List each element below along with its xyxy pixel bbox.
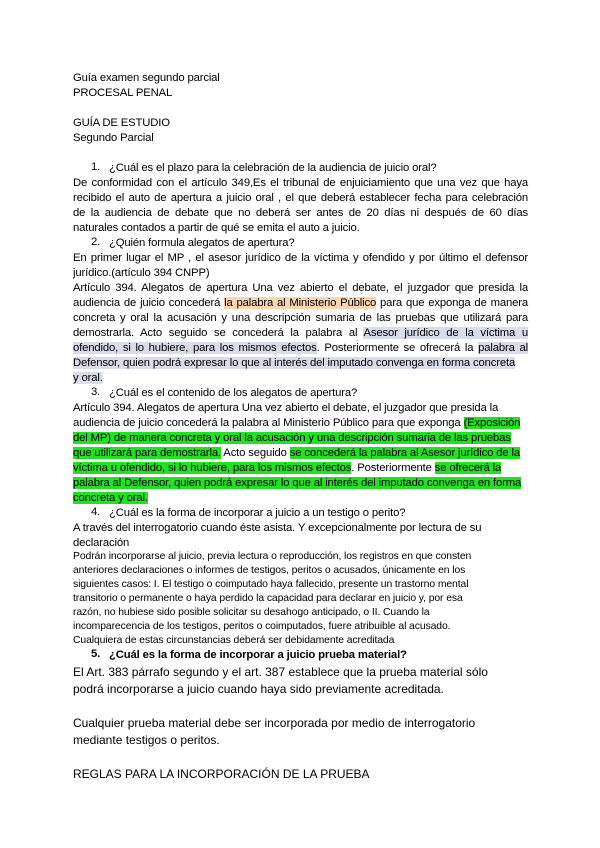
highlight-green: se concederá la palabra al Asesor jurídico de la <box>289 447 520 459</box>
text-run: . Posteriormente <box>351 462 435 474</box>
q4-detail-line: incomparecencia de los testigos, peritos o coimputados, fuere atribuible al acusado. <box>73 621 451 632</box>
highlight-green: concreta y oral. <box>73 492 148 504</box>
q3-answer-line <box>73 491 528 506</box>
q1-answer-line: De conformidad con el artículo 349,Es el tribunal de enjuiciamiento que una vez que haya <box>73 177 528 189</box>
q3-answer-line <box>73 446 528 461</box>
q5-answer-line: podrá incorporarse a juicio cuando haya sido previamente acreditada. <box>73 682 444 696</box>
highlight-green: se ofrecerá la <box>434 462 502 474</box>
q4-answer-line: A través del interrogatorio cuando éste asista. Y excepcionalmente por lectura de su <box>73 522 482 534</box>
q4-number: 4. <box>91 506 101 518</box>
q5-question-text: ¿Cuál es la forma de incorporar a juicio prueba material? <box>109 649 407 661</box>
q1-question: ¿Cuál es el plazo para la celebración de la audiencia de juicio oral? <box>109 162 437 174</box>
q4-detail-line: razón, no hubiese sido posible solicitar su desahogo anticipado, o II. Cuando la <box>73 607 430 618</box>
q2-number: 2. <box>91 236 101 248</box>
q3-number: 3. <box>91 386 101 398</box>
q4-detail-line: anteriores declaraciones o informes de testigos, peritos o acusados, únicamente en los <box>73 565 466 576</box>
q4-question: ¿Cuál es la forma de incorporar a juicio a un testigo o perito? <box>109 507 406 519</box>
q4-detail-line: Podrán incorporarse al juicio, previa lectura o reproducción, los registros en que consten <box>73 551 472 562</box>
highlight-lavender: palabra al <box>478 342 528 354</box>
q2-question: ¿Quién formula alegatos de apertura? <box>109 237 295 249</box>
q4-answer-line: declaración <box>73 537 130 549</box>
text-run: audiencia de juicio concederá la palabra al Ministerio Público para que exponga <box>73 417 464 429</box>
highlight-orange: la palabra al Ministerio Público <box>224 297 377 309</box>
highlight-green: palabra al Defensor, quien podrá expresar lo que al interés del imputado convenga en forma <box>73 477 522 489</box>
q5-note-line: mediante testigos o peritos. <box>73 733 220 747</box>
q3-answer-line <box>73 416 528 431</box>
q4-detail-line: siguientes casos: I. El testigo o coimputado haya fallecido, presente un trastorno mental <box>73 579 469 590</box>
q1-answer-line: de la audiencia de debate que no deberá ser antes de 20 días ni después de 60 días <box>73 207 528 219</box>
highlight-lavender: Defensor, quien podrá expresar lo que al interés del imputado convenga en forma concreta <box>73 357 516 369</box>
q5-note-line: Cualquier prueba material debe ser incorporada por medio de interrogatorio <box>73 716 476 730</box>
q5-answer-line: El Art. 383 párrafo segundo y el art. 387 establece que la prueba material sólo <box>73 665 488 679</box>
q3-answer-line <box>73 431 528 446</box>
highlight-lavender: ofendido, si lo hubiere, para los mismos efectos <box>73 342 317 354</box>
section-title: GUÍA DE ESTUDIO <box>73 117 170 129</box>
q5-number-text: 5. <box>91 648 101 660</box>
doc-title: Guía examen segundo parcial <box>73 72 220 84</box>
rules-heading: REGLAS PARA LA INCORPORACIÓN DE LA PRUEBA <box>73 767 370 781</box>
highlight-lavender: y oral. <box>73 372 103 384</box>
q2-article-line <box>73 356 528 371</box>
doc-subject: PROCESAL PENAL <box>73 87 173 99</box>
q2-article-line <box>73 341 528 356</box>
q4-detail-line: transitorio o permanente o haya perdido la capacidad para declarar en juicio y, por esa <box>73 593 463 604</box>
highlight-green: (Exposición <box>463 417 521 429</box>
text-run: audiencia de juicio concederá <box>73 297 225 309</box>
q2-article-line <box>73 296 528 311</box>
q2-article-line <box>73 326 528 341</box>
text-run: Acto seguido <box>220 447 290 459</box>
text-run: para que exponga de manera <box>376 297 528 309</box>
q5-number <box>91 648 100 660</box>
q4-detail-line: Cualquiera de estas circunstancias deberá ser debidamente acreditada <box>73 635 395 646</box>
q2-article-line <box>73 371 528 386</box>
highlight-lavender: Asesor jurídico de la víctima u <box>363 327 528 339</box>
highlight-green: del MP) de manera concreta y oral la acusación y una descripción sumaria de las pruebas <box>73 432 511 444</box>
section-subtitle: Segundo Parcial <box>73 132 154 144</box>
q2-answer-line: En primer lugar el MP , el asesor jurídico de la víctima y ofendido y por último el defensor <box>73 252 528 264</box>
q2-article-line: Artículo 394. Alegatos de apertura Una vez abierto el debate, el juzgador que presida la <box>73 282 528 294</box>
q2-answer-line: jurídico.(artículo 394 CNPP) <box>73 267 210 279</box>
q3-answer-line <box>73 461 528 476</box>
text-run: demostrarla. Acto seguido se concederá la palabra al <box>73 327 364 339</box>
q3-question: ¿Cuál es el contenido de los alegatos de apertura? <box>109 387 358 399</box>
q1-number: 1. <box>91 161 101 173</box>
highlight-green: que utilizará para demostrarla. <box>73 447 221 459</box>
q3-answer-line: Artículo 394. Alegatos de apertura Una vez abierto el debate, el juzgador que presida la <box>73 402 499 414</box>
highlight-green: víctima u ofendido, si lo hubiere, para los mismos efectos <box>73 462 352 474</box>
text-run: . Posteriormente se ofrecerá la <box>316 342 479 354</box>
q1-answer-line: recibido el auto de apertura a juicio oral , el que deberá establecer fecha para celebración <box>73 192 528 204</box>
q3-answer-line <box>73 476 528 491</box>
q2-article-line: concreta y oral la acusación y una descripción sumaria de las pruebas que utilizará para <box>73 312 528 324</box>
q1-answer-line: naturales contados a partir de qué se emita el auto a juicio. <box>73 222 360 234</box>
q5-question <box>109 648 529 663</box>
